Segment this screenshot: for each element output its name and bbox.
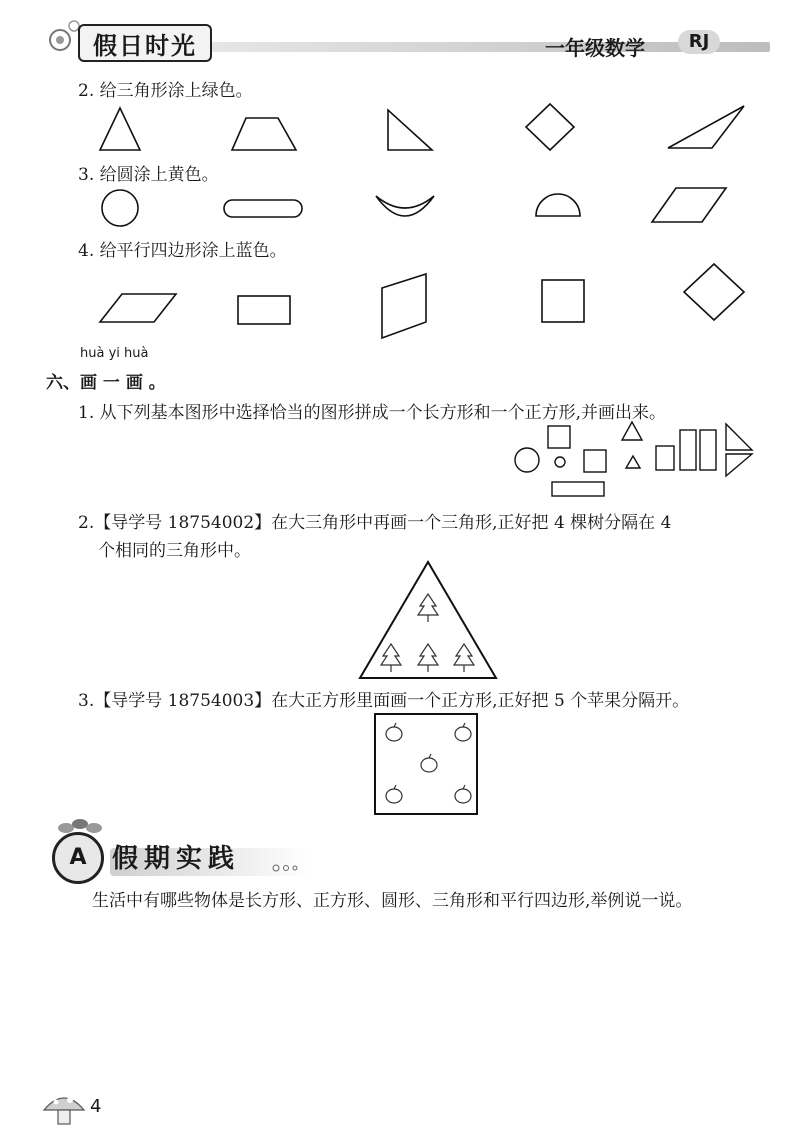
- edition-badge: RJ: [678, 30, 720, 54]
- tall-rectangle-shape: [680, 430, 696, 470]
- apple-icon: [455, 723, 471, 741]
- obtuse-triangle-shape: [668, 106, 744, 148]
- square-shape: [548, 426, 570, 448]
- question-2-label: 2. 给三角形涂上绿色。: [78, 81, 253, 101]
- small-circle-shape: [555, 457, 565, 467]
- grade-label: 一年级数学: [545, 36, 645, 60]
- square-shape: [542, 280, 584, 322]
- page-number: 4: [90, 1096, 102, 1117]
- apple-icon: [455, 785, 471, 803]
- rectangle-shape: [238, 296, 290, 324]
- parallelogram-shape: [100, 294, 176, 322]
- apple-icon: [386, 723, 402, 741]
- tree-icon: [418, 644, 438, 672]
- header-title: 假日时光: [78, 24, 212, 62]
- circle-shape: [102, 190, 138, 226]
- small-triangle-shape: [626, 456, 640, 468]
- section-6-question-3-label: 3.【导学号 18754003】在大正方形里面画一个正方形,正好把 5 个苹果分隔开。: [78, 691, 690, 711]
- tree-icon: [381, 644, 401, 672]
- flower-decoration-icon: [40, 18, 80, 58]
- tall-rectangle-shape: [700, 430, 716, 470]
- square-shape: [584, 450, 606, 472]
- big-square-with-apples: [0, 712, 800, 822]
- apple-icon: [386, 785, 402, 803]
- section-6-pinyin: huà yi huà: [80, 346, 149, 361]
- big-square-shape: [375, 714, 477, 814]
- semicircle-shape: [536, 194, 580, 216]
- tree-icon: [418, 594, 438, 622]
- triangle-shape: [622, 422, 642, 440]
- section-6-question-1-label: 1. 从下列基本图形中选择恰当的图形拼成一个长方形和一个正方形,并画出来。: [78, 403, 667, 423]
- rounded-rectangle-shape: [224, 200, 302, 217]
- dots-decoration-icon: [272, 862, 312, 874]
- section-6-question-2-line1: 2.【导学号 18754002】在大三角形中再画一个三角形,正好把 4 棵树分隔在 4: [78, 513, 672, 533]
- big-triangle-with-trees: [0, 560, 800, 690]
- right-triangle-shape: [726, 454, 752, 476]
- practice-badge: A: [52, 832, 104, 884]
- diamond-shape: [684, 264, 744, 320]
- rectangle-shape: [656, 446, 674, 470]
- trapezoid-shape: [232, 118, 296, 150]
- parallelogram-shape: [652, 188, 726, 222]
- question-4-label: 4. 给平行四边形涂上蓝色。: [78, 241, 287, 261]
- question-3-label: 3. 给圆涂上黄色。: [78, 165, 219, 185]
- tree-icon: [454, 644, 474, 672]
- slanted-parallelogram-shape: [382, 274, 426, 338]
- triangle-shape: [100, 108, 140, 150]
- long-rectangle-shape: [552, 482, 604, 496]
- right-triangle-shape: [726, 424, 752, 450]
- basic-shapes-set: [0, 420, 800, 510]
- right-triangle-shape: [388, 110, 432, 150]
- section-6-title: 六、画 一 画 。: [46, 373, 166, 393]
- large-circle-shape: [515, 448, 539, 472]
- practice-title: 假期实践: [112, 844, 241, 874]
- practice-question: 生活中有哪些物体是长方形、正方形、圆形、三角形和平行四边形,举例说一说。: [92, 891, 693, 911]
- crescent-shape: [376, 196, 434, 216]
- shapes-row-parallelograms: [0, 260, 800, 350]
- section-6-question-2-line2: 个相同的三角形中。: [98, 541, 251, 561]
- apple-icon: [421, 754, 437, 772]
- diamond-shape: [526, 104, 574, 150]
- mushroom-icon: [40, 1088, 90, 1128]
